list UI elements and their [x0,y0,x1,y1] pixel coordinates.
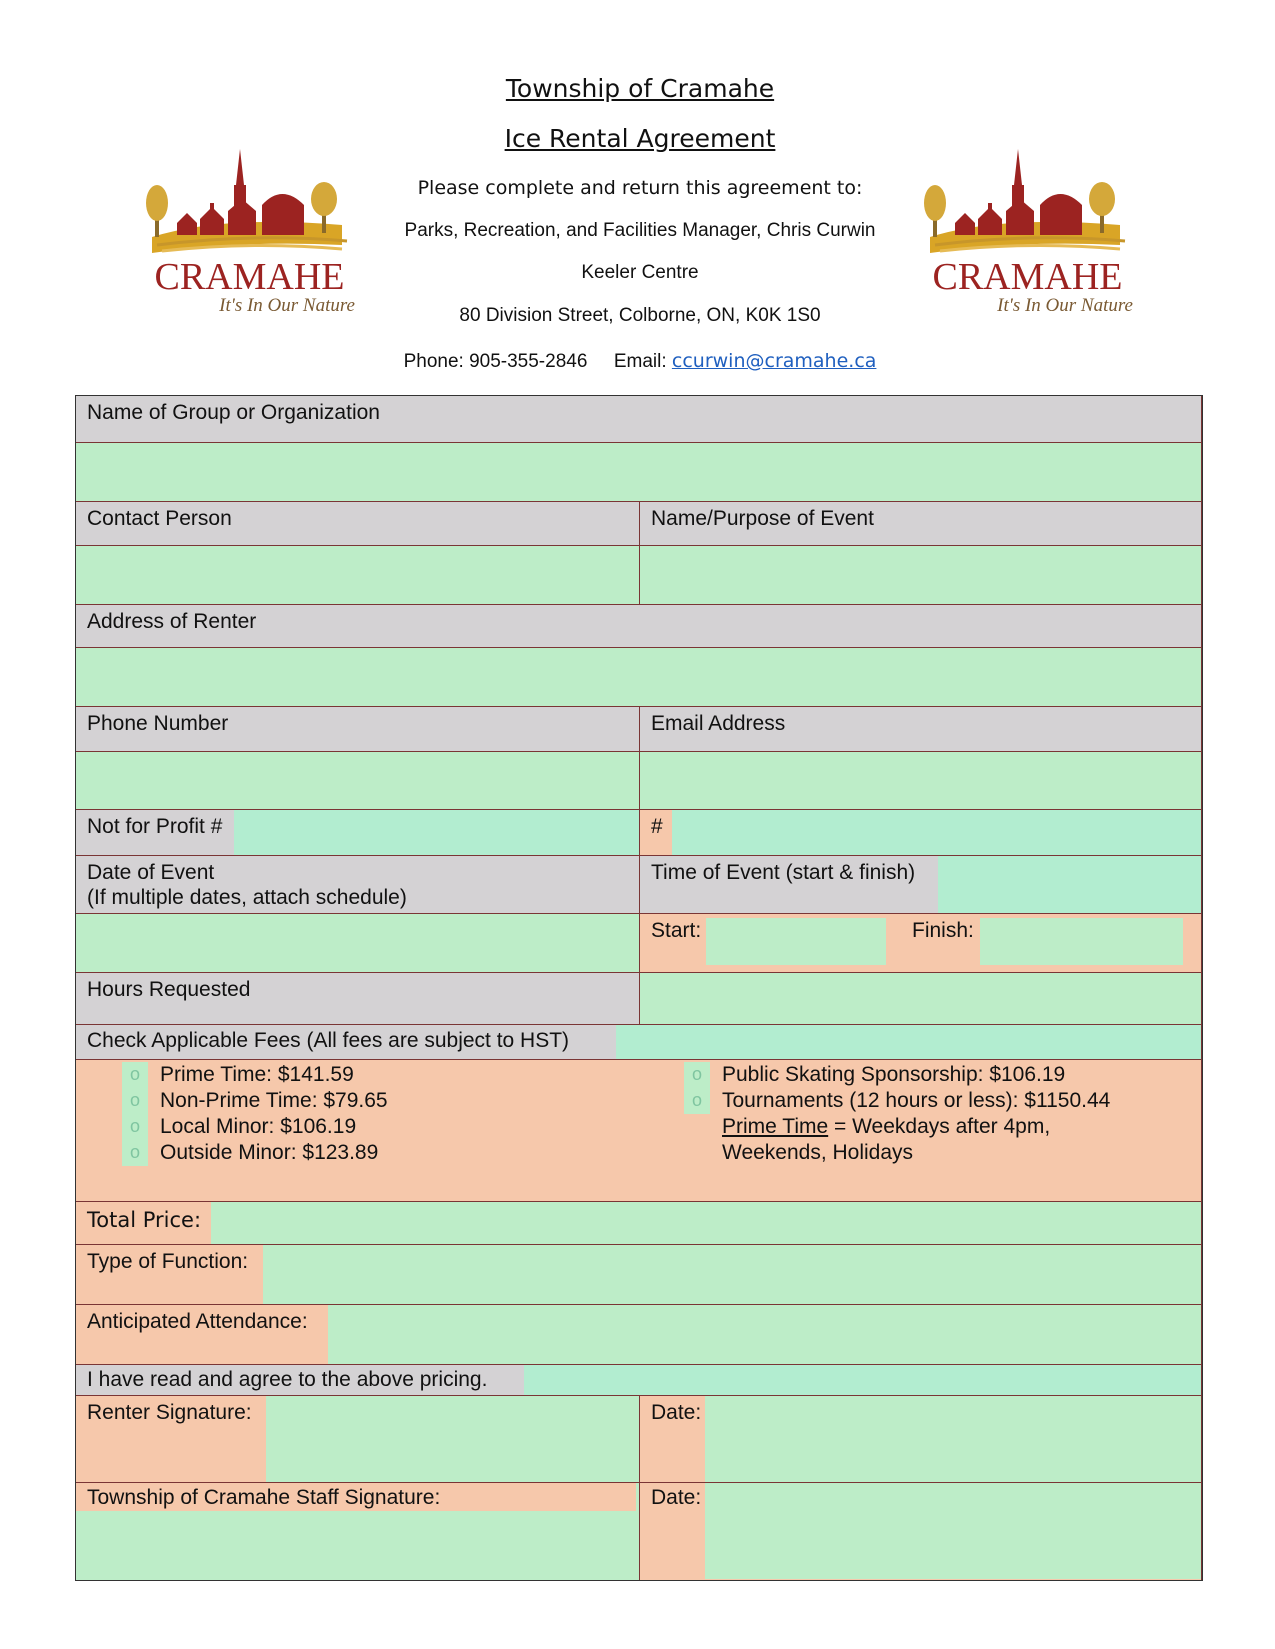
fee-label: Outside Minor: $123.89 [160,1141,379,1164]
document-subtitle: Ice Rental Agreement [504,124,776,153]
contact-person-label: Contact Person [87,507,232,530]
function-type-label: Type of Function: [87,1250,249,1273]
email-field[interactable] [640,752,1202,810]
logo-wordmark: CRAMAHE [932,256,1123,298]
time-of-event-label-cell [640,856,1202,914]
phone-text: Phone: 905-355-2846 [403,351,588,372]
centre-line: Keeler Centre [581,262,699,283]
not-for-profit-label: Not for Profit # [87,815,223,838]
fee-label: Public Skating Sponsorship: $106.19 [722,1063,1066,1086]
fee-local-minor[interactable] [122,1114,388,1140]
attendance-field[interactable] [328,1305,1201,1364]
hours-requested-label: Hours Requested [87,978,251,1001]
hours-requested-field[interactable] [640,973,1202,1025]
rental-form [75,395,1203,1581]
group-name-label-cell [76,396,1202,443]
fee-prime-time[interactable] [122,1062,388,1088]
village-skyline-icon [142,145,357,257]
phone-label: Phone Number [87,712,229,735]
address-line: 80 Division Street, Colborne, ON, K0K 1S0 [459,305,821,326]
attendance-cell [76,1305,1202,1365]
event-name-field[interactable] [640,546,1202,605]
contact-line [340,350,940,373]
checkbox-circle-icon[interactable]: o [684,1062,710,1088]
email-label-cell [640,707,1202,752]
phone-field[interactable] [76,752,640,810]
address-label: Address of Renter [87,610,257,633]
document-title: Township of Cramahe [505,74,775,103]
address-label-cell [76,605,1202,648]
phone-label-cell [76,707,640,752]
return-instruction: Please complete and return this agreement to: [417,177,863,199]
logo-wordmark: CRAMAHE [154,256,345,298]
hash-label: # [651,815,663,838]
address-field[interactable] [76,648,1202,707]
cramahe-logo-left [142,145,357,320]
fee-public-skating[interactable] [684,1062,1110,1088]
fees-right-list [684,1062,1110,1114]
staff-date-cell [640,1483,1202,1580]
manager-line: Parks, Recreation, and Facilities Manager, Chris Curwin [404,220,876,241]
checkbox-circle-icon[interactable]: o [122,1114,148,1140]
start-finish-cell [640,914,1202,973]
start-label: Start: [651,919,702,942]
not-for-profit-field[interactable] [234,810,639,855]
fee-label: Non-Prime Time: $79.65 [160,1089,388,1112]
fees-header-label: Check Applicable Fees (All fees are subject to HST) [87,1029,570,1052]
function-type-cell [76,1245,1202,1305]
prime-time-term: Prime Time [722,1115,829,1138]
agreement-cell [76,1365,1202,1396]
renter-date-label: Date: [651,1401,702,1424]
time-of-event-label: Time of Event (start & finish) [651,861,916,884]
checkbox-circle-icon[interactable]: o [122,1140,148,1166]
time-of-event-field[interactable] [938,856,1201,913]
finish-label: Finish: [912,919,974,942]
staff-signature-label: Township of Cramahe Staff Signature: [87,1486,441,1509]
hours-label-cell [76,973,640,1025]
agreement-label: I have read and agree to the above pricing. [87,1368,488,1391]
group-name-label: Name of Group or Organization [87,401,380,424]
total-price-cell [76,1202,1202,1245]
hash-field[interactable] [672,810,1201,855]
start-time-field[interactable] [706,918,886,965]
event-name-label: Name/Purpose of Event [651,507,874,530]
prime-time-definition-line2: Weekends, Holidays [722,1141,914,1164]
logo-tagline: It's In Our Nature [219,295,355,316]
contact-person-field[interactable] [76,546,640,605]
fee-non-prime-time[interactable] [122,1088,388,1114]
checkbox-circle-icon[interactable]: o [684,1088,710,1114]
total-price-field[interactable] [211,1202,1201,1244]
staff-date-label: Date: [651,1486,702,1509]
fee-label: Prime Time: $141.59 [160,1063,354,1086]
renter-signature-field[interactable] [266,1396,639,1482]
fee-tournaments[interactable] [684,1088,1110,1114]
event-name-label-cell [640,502,1202,546]
function-type-field[interactable] [263,1245,1201,1304]
email-link[interactable]: ccurwin@cramahe.ca [671,350,877,372]
staff-signature-cell[interactable] [76,1483,640,1580]
checkbox-circle-icon[interactable]: o [122,1062,148,1088]
prime-time-note [722,1114,1050,1166]
fees-left-list [122,1062,388,1166]
not-for-profit-cell [76,810,640,856]
fee-label: Local Minor: $106.19 [160,1115,357,1138]
finish-time-field[interactable] [980,918,1183,965]
group-name-field[interactable] [76,443,1202,502]
date-note-label: (If multiple dates, attach schedule) [87,886,407,909]
contact-person-label-cell [76,502,640,546]
renter-signature-label: Renter Signature: [87,1401,252,1424]
total-price-label: Total Price: [87,1208,202,1232]
fee-label: Tournaments (12 hours or less): $1150.44 [722,1089,1111,1112]
logo-tagline: It's In Our Nature [997,295,1133,316]
village-skyline-icon [920,145,1135,257]
hash-cell [640,810,1202,856]
fees-list-cell [76,1060,1202,1202]
fees-header-cell [76,1025,1202,1060]
attendance-label: Anticipated Attendance: [87,1310,308,1333]
date-of-event-field[interactable] [76,914,640,973]
cramahe-logo-right [920,145,1135,320]
renter-signature-cell [76,1396,640,1483]
staff-date-field[interactable] [705,1483,1201,1579]
email-label: Email: [613,351,667,372]
document-header [0,0,1275,395]
date-of-event-label-cell [76,856,640,914]
date-of-event-label: Date of Event [87,861,215,884]
renter-date-field[interactable] [705,1396,1201,1482]
prime-time-definition: = Weekdays after 4pm, [828,1115,1051,1138]
checkbox-circle-icon[interactable]: o [122,1088,148,1114]
email-address-label: Email Address [651,712,786,735]
fee-outside-minor[interactable] [122,1140,388,1166]
renter-date-cell [640,1396,1202,1483]
